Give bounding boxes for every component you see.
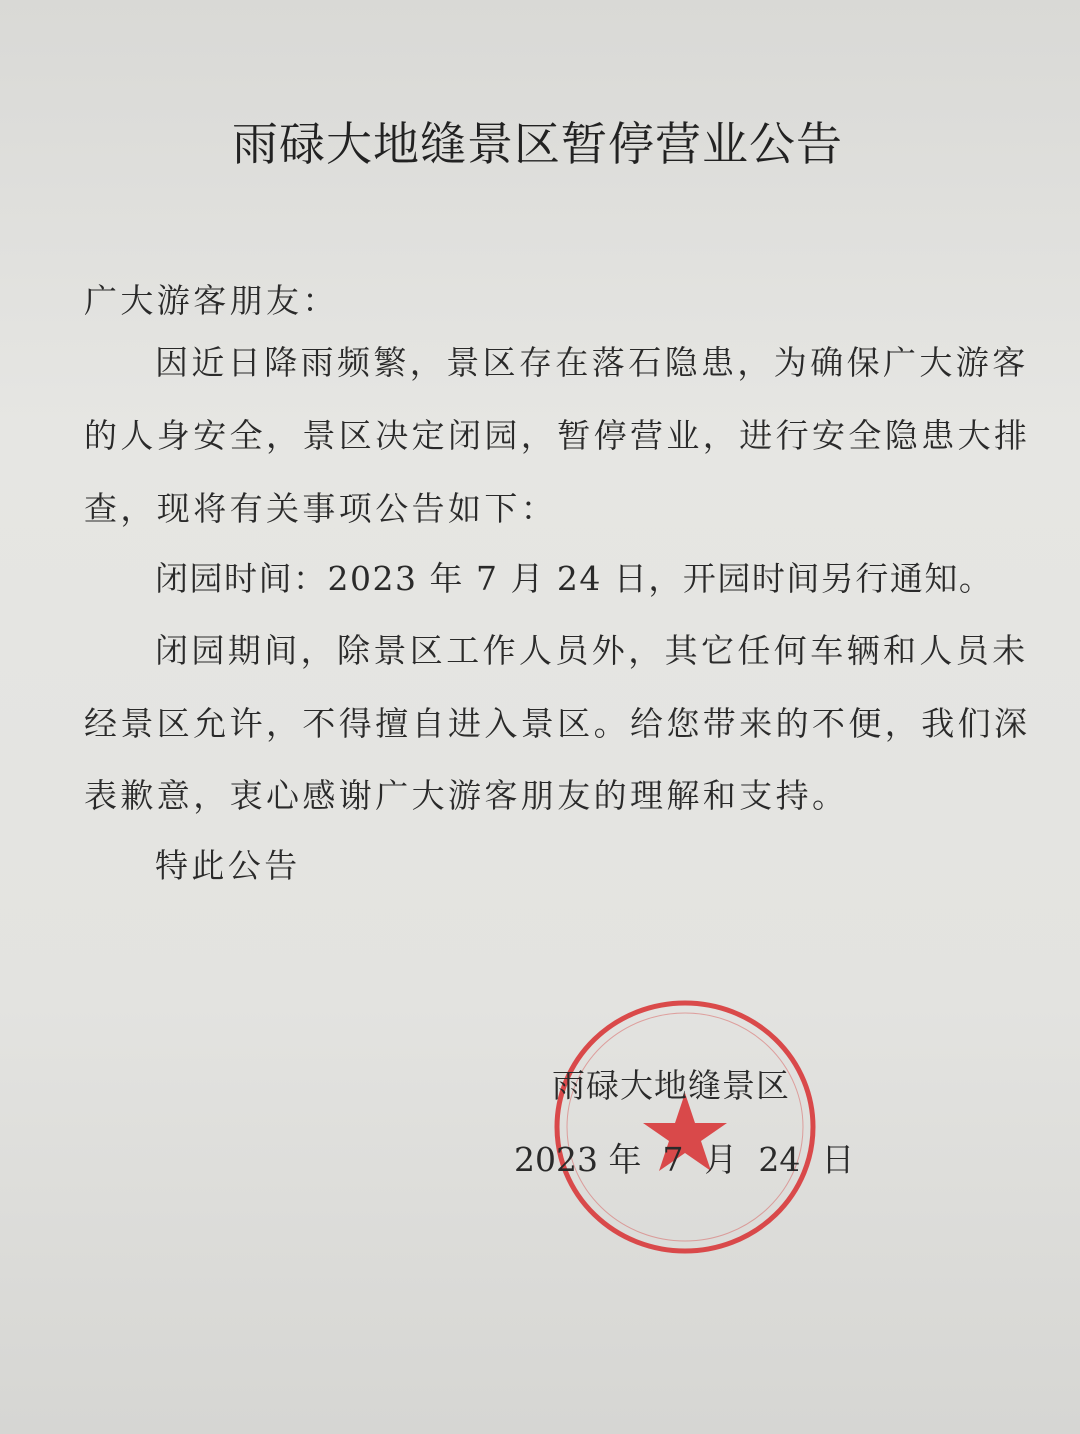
body-line: 表歉意，衷心感谢广大游客朋友的理解和支持。 [84,776,849,815]
body-line: 的人身安全，景区决定闭园，暂停营业，进行安全隐患大排 [84,416,1031,455]
body-line: 因近日降雨频繁，景区存在落石隐患，为确保广大游客 [155,343,1029,382]
body-line: 查，现将有关事项公告如下： [84,489,558,528]
salutation: 广大游客朋友： [84,281,339,320]
closing: 特此公告 [155,846,301,885]
body-line: 闭园时间：2023 年 7 月 24 日，开园时间另行通知。 [155,559,994,598]
page-title: 雨碌大地缝景区暂停营业公告 [232,117,843,171]
signature: 雨碌大地缝景区 [552,1066,790,1105]
body-line: 经景区允许，不得擅自进入景区。给您带来的不便，我们深 [84,704,1031,743]
body-line: 闭园期间，除景区工作人员外，其它任何车辆和人员未 [155,631,1029,670]
date: 2023 年 7 月 24 日 [514,1140,855,1179]
official-seal [552,998,818,1256]
